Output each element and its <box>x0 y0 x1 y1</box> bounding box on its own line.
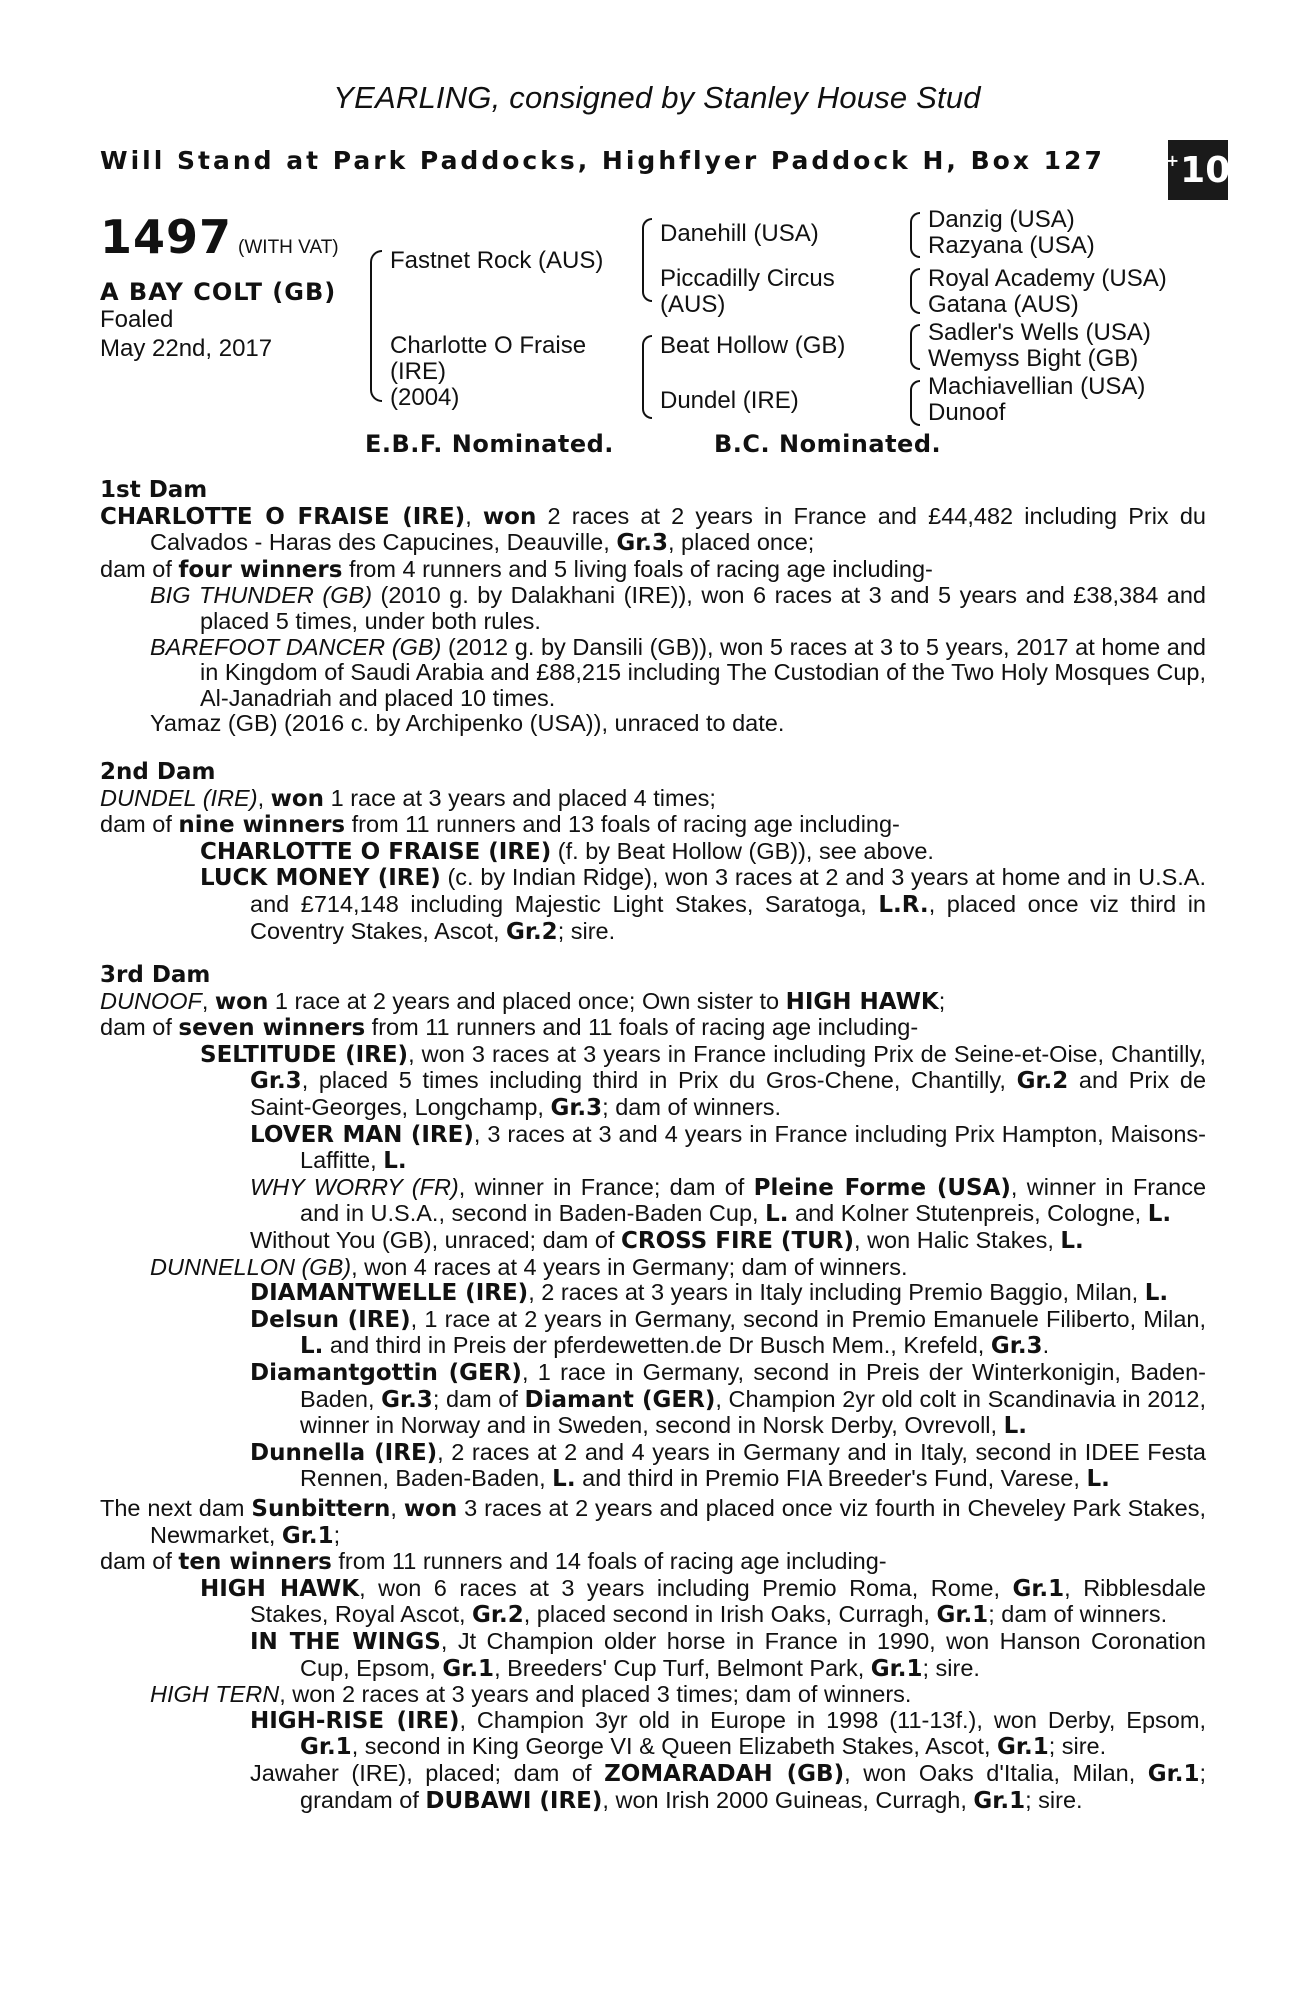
pedigree-brace-7 <box>910 380 920 426</box>
second-dam-heading: 2nd Dam <box>100 759 216 785</box>
text: , 1 race in Germany, second in Preis der Winterkonigin, Baden-Baden, <box>300 1358 1206 1412</box>
offspring-name: CROSS FIRE (TUR) <box>620 1227 855 1254</box>
dam-name-line3: (2004) <box>390 384 460 411</box>
grand-offspring-entry <box>100 1761 1206 1814</box>
text: dam of <box>100 811 179 838</box>
text: ; <box>333 1521 341 1548</box>
text: ; sire. <box>922 1654 980 1681</box>
text: and third in Preis der pferdewetten.de Dr Busch Mem., Krefeld, <box>323 1332 991 1359</box>
next-dam-section <box>100 1496 1206 1814</box>
grade: Gr.1 <box>281 1522 334 1549</box>
badge-value: 10 <box>1180 149 1231 191</box>
text: , second in King George VI & Queen Elizabeth Stakes, Ascot, <box>351 1733 998 1760</box>
sister-name: HIGH HAWK <box>785 988 939 1015</box>
lot-number: 1497 <box>100 210 233 264</box>
grade: L.R. <box>878 891 929 918</box>
ggd-2: Gatana (AUS) <box>928 291 1079 318</box>
grade: Gr.1 <box>300 1734 352 1761</box>
offspring-entry <box>100 1576 1206 1629</box>
second-dam-section <box>100 760 1206 945</box>
grand-offspring-entry <box>100 1307 1206 1360</box>
lot-heading <box>100 210 339 264</box>
sire-dam-line1: Piccadilly Circus <box>660 265 835 292</box>
text: Jawaher (IRE), placed; dam of <box>250 1759 605 1786</box>
first-dam-record: CHARLOTTE O FRAISE (IRE), won 2 races at 2 years in France and £44,482 including Prix du Calvados - Haras des Capucines, Deauville, Gr.3, placed once; <box>100 502 1206 557</box>
grade: Gr.3 <box>381 1386 433 1413</box>
text: 2 races at 2 years in France and £44,482 including Prix du Calvados - Haras des Capucines, Deauville, <box>150 502 1206 556</box>
pedigree-brace-2 <box>642 218 652 302</box>
text: dam of <box>100 555 179 582</box>
text: , 1 race at 2 years in Germany, second in Premio Emanuele Filiberto, Milan, <box>410 1305 1206 1332</box>
offspring-name: DIAMANTWELLE (IRE) <box>250 1280 529 1307</box>
grand-offspring-entry <box>100 1440 1206 1493</box>
grand-offspring-entry <box>100 1228 1206 1255</box>
text: The next dam <box>100 1495 252 1521</box>
grade: L. <box>1144 1280 1169 1307</box>
text: , winner in France and in U.S.A., second in Baden-Baden Cup, <box>300 1173 1207 1227</box>
offspring-entry <box>100 635 1206 712</box>
text: , won 2 races at 3 years and placed 3 times; dam of winners. <box>279 1681 912 1708</box>
dam-sire: Beat Hollow (GB) <box>660 332 846 359</box>
sire-sire: Danehill (USA) <box>660 220 819 247</box>
grade: Gr.3 <box>990 1333 1043 1360</box>
dam-name-line1: Charlotte O Fraise <box>390 332 587 359</box>
ebf-nominated: E.B.F. Nominated. <box>365 430 614 458</box>
offspring-name: SELTITUDE (IRE) <box>200 1041 409 1068</box>
text: , Jt Champion older horse in France in 1990, won Hanson Coronation Cup, Epsom, <box>300 1627 1207 1681</box>
ggs-4: Machiavellian (USA) <box>928 373 1146 400</box>
dam-dam: Dundel (IRE) <box>660 387 799 414</box>
text: (c. by Indian Ridge), won 3 races at 2 and 3 years at home and in U.S.A. and £714,148 including Majestic Light Stakes, Saratoga, <box>250 864 1206 917</box>
second-dam-produce <box>100 812 1206 839</box>
won: won <box>403 1496 458 1522</box>
offspring-name: ZOMARADAH (GB) <box>604 1760 845 1787</box>
winners-count: ten winners <box>178 1549 332 1576</box>
offspring-entry <box>100 1255 1206 1281</box>
grand-offspring-entry <box>100 1708 1206 1761</box>
second-dam-record: DUNDEL (IRE), won 1 race at 3 years and placed 4 times; <box>100 784 716 812</box>
grade: Gr.3 <box>550 1094 603 1121</box>
sire-dam <box>660 266 835 318</box>
grand-offspring-entry <box>100 1360 1206 1440</box>
dam-name-line2: (IRE) <box>390 358 446 385</box>
winners-count: seven winners <box>178 1015 366 1042</box>
grade: Gr.1 <box>997 1734 1049 1761</box>
text: and Kolner Stutenpreis, Cologne, <box>788 1200 1148 1227</box>
grade: L. <box>1147 1201 1172 1228</box>
text: , won 4 races at 4 years in Germany; dam of winners. <box>351 1253 908 1280</box>
text: , winner in France; dam of <box>458 1173 754 1200</box>
offspring-name: BIG THUNDER (GB) <box>150 582 373 609</box>
text: Without You (GB), unraced; dam of <box>250 1226 621 1253</box>
text: from 4 runners and 5 living foals of racing age including- <box>342 555 933 582</box>
won: won <box>270 785 325 812</box>
text: ; dam of winners. <box>988 1601 1168 1628</box>
text: , placed once; <box>668 529 815 556</box>
offspring-name: CHARLOTTE O FRAISE (IRE) <box>200 838 552 865</box>
third-dam-produce <box>100 1015 1206 1042</box>
offspring-name: IN THE WINGS <box>250 1628 441 1655</box>
offspring-name: HIGH TERN <box>150 1681 280 1708</box>
text: ; dam of winners. <box>602 1093 782 1120</box>
text: ; sire. <box>1025 1786 1083 1813</box>
third-dam-record: DUNOOF, won 1 race at 2 years and placed once; Own sister to HIGH HAWK; <box>100 987 946 1015</box>
grade: Gr.3 <box>616 530 668 557</box>
offspring-name: WHY WORRY (FR) <box>250 1173 459 1200</box>
text: ; dam of <box>432 1385 525 1412</box>
sire-dam-line2: (AUS) <box>660 291 726 318</box>
text: ; grandam of <box>300 1759 1207 1813</box>
text: (2010 g. by Dalakhani (IRE)), won 6 races at 3 and 5 years and £38,384 and placed 5 times, under both rules. <box>200 582 1206 634</box>
next-dam-name: Sunbittern <box>251 1496 391 1522</box>
grand-offspring-entry <box>100 1175 1206 1228</box>
text: , won Irish 2000 Guineas, Curragh, <box>602 1786 974 1813</box>
offspring-name: DUBAWI (IRE) <box>425 1787 603 1814</box>
first-dam-produce <box>100 557 1206 584</box>
text: . <box>1042 1332 1050 1359</box>
offspring-name: LUCK MONEY (IRE) <box>200 865 441 892</box>
pedigree-brace-1 <box>370 250 382 402</box>
text: dam of <box>100 1548 179 1575</box>
grade: Gr.2 <box>506 918 558 945</box>
pedigree-brace-4 <box>910 212 920 258</box>
lot-badge <box>1165 140 1231 200</box>
first-dam-section <box>100 478 1206 737</box>
offspring-entry <box>100 865 1206 945</box>
text: , won Oaks d'Italia, Milan, <box>844 1759 1148 1786</box>
first-dam-heading: 1st Dam <box>100 477 208 503</box>
offspring-name: Diamantgottin (GER) <box>250 1359 522 1386</box>
sire: Fastnet Rock (AUS) <box>390 247 604 274</box>
grade: L. <box>1003 1413 1027 1440</box>
text: from 11 runners and 13 foals of racing age including- <box>345 811 900 838</box>
stand-location: Will Stand at Park Paddocks, Highflyer Paddock H, Box 127 <box>100 146 1105 175</box>
offspring-name: DUNNELLON (GB) <box>150 1253 352 1280</box>
pedigree-brace-3 <box>642 335 652 419</box>
grade: Gr.1 <box>973 1787 1026 1814</box>
ggd-3: Wemyss Bight (GB) <box>928 345 1139 372</box>
offspring-name: Pleine Forme (USA) <box>753 1174 1011 1201</box>
offspring-entry <box>100 583 1206 634</box>
winners-count: nine winners <box>178 812 346 839</box>
text: 1 race at 3 years and placed 4 times; <box>324 784 716 811</box>
grade: L. <box>383 1148 407 1175</box>
badge-plus: + <box>1165 150 1180 170</box>
text: from 11 runners and 14 foals of racing age including- <box>331 1548 887 1575</box>
grade: Gr.1 <box>1147 1760 1200 1787</box>
text: , Ribblesdale Stakes, Royal Ascot, <box>250 1574 1206 1628</box>
won: won <box>214 988 269 1015</box>
offspring-entry <box>100 1682 1206 1708</box>
text: , 2 races at 2 and 4 years in Germany and in Italy, second in IDEE Festa Rennen, Baden-Baden, <box>300 1438 1206 1492</box>
text: ; sire. <box>1048 1733 1107 1760</box>
ggs-3: Sadler's Wells (USA) <box>928 319 1151 346</box>
first-dam-name: CHARLOTTE O FRAISE (IRE) <box>100 503 466 530</box>
foaled-label: Foaled <box>100 306 174 333</box>
lot-name: A BAY COLT (GB) <box>100 278 337 306</box>
text: , won 6 races at 3 years including Premio Roma, Rome, <box>359 1574 1013 1601</box>
grand-offspring-entry <box>100 1629 1206 1682</box>
offspring-entry <box>100 1042 1206 1122</box>
offspring-entry <box>100 711 1206 737</box>
text: , 3 races at 3 and 4 years in France including Prix Hampton, Maisons-Laffitte, <box>300 1120 1206 1174</box>
pedigree-brace-5 <box>910 268 920 314</box>
offspring-name: Dunnella (IRE) <box>250 1439 438 1466</box>
offspring-name: HIGH-RISE (IRE) <box>250 1707 460 1734</box>
next-dam-produce <box>100 1549 1206 1576</box>
grand-offspring-entry <box>100 1280 1206 1307</box>
offspring-entry <box>100 839 1206 866</box>
grade: Gr.2 <box>472 1602 524 1629</box>
text: dam of <box>100 1014 179 1041</box>
text: , Champion 2yr old colt in Scandinavia in 2012, winner in Norway and in Sweden, second in Norsk Derby, Ovrevoll, <box>300 1385 1207 1439</box>
offspring-name: HIGH HAWK <box>200 1575 360 1602</box>
grand-offspring-entry <box>100 1122 1206 1175</box>
offspring-name: LOVER MAN (IRE) <box>250 1121 474 1148</box>
third-dam-heading: 3rd Dam <box>100 962 211 988</box>
text: , placed 5 times including third in Prix du Gros-Chene, Chantilly, <box>301 1067 1017 1094</box>
text: ; sire. <box>557 917 616 944</box>
winners-count: four winners <box>178 556 343 583</box>
grade: L. <box>1060 1227 1084 1254</box>
grade: Gr.2 <box>1016 1068 1069 1095</box>
text: ; <box>938 987 946 1014</box>
third-dam-name: DUNOOF <box>100 987 202 1014</box>
grade: L. <box>765 1201 789 1228</box>
second-dam-name: DUNDEL (IRE) <box>100 784 258 811</box>
text: , won 3 races at 3 years in France including Prix de Seine-et-Oise, Chantilly, <box>408 1040 1206 1067</box>
text: and Prix de Saint-Georges, Longchamp, <box>250 1067 1207 1120</box>
grade: Gr.1 <box>442 1655 495 1682</box>
foaled-date: May 22nd, 2017 <box>100 335 273 362</box>
bc-nominated: B.C. Nominated. <box>714 430 942 458</box>
text: 1 race at 2 years and placed once; Own sister to <box>268 987 786 1014</box>
text: , Breeders' Cup Turf, Belmont Park, <box>494 1654 871 1681</box>
offspring-name: Delsun (IRE) <box>250 1306 411 1333</box>
pedigree-brace-6 <box>910 324 920 370</box>
next-dam-record: The next dam Sunbittern, won 3 races at 2 years and placed once viz fourth in Cheveley Park Stakes, Newmarket, Gr.1; <box>100 1495 1206 1549</box>
grade: L. <box>552 1466 576 1493</box>
lot-foaled <box>100 305 272 363</box>
grade: L. <box>1086 1466 1110 1493</box>
ggd-1: Razyana (USA) <box>928 232 1095 259</box>
consignment-title: YEARLING, consigned by Stanley House Stud <box>333 80 981 115</box>
text: Yamaz (GB) (2016 c. by Archipenko (USA)), unraced to date. <box>150 710 785 737</box>
lot-vat: (WITH VAT) <box>238 237 339 258</box>
text: (f. by Beat Hollow (GB)), see above. <box>551 837 934 864</box>
text: , won Halic Stakes, <box>854 1226 1061 1253</box>
text: , Champion 3yr old in Europe in 1998 (11-13f.), won Derby, Epsom, <box>459 1706 1206 1733</box>
ggd-4: Dunoof <box>928 399 1006 426</box>
text: , placed second in Irish Oaks, Curragh, <box>523 1601 937 1628</box>
ggs-2: Royal Academy (USA) <box>928 265 1167 292</box>
offspring-name: BAREFOOT DANCER (GB) <box>150 633 442 660</box>
offspring-name: Diamant (GER) <box>524 1386 716 1413</box>
dam-name <box>390 333 586 411</box>
text: (2012 g. by Dansili (GB)), won 5 races at 3 to 5 years, 2017 at home and in Kingdom of Saudi Arabia and £88,215 including The Custodian of the Two Holy Mosques Cup, Al-Janadriah and placed 10 times. <box>200 633 1206 711</box>
grade: Gr.1 <box>936 1602 989 1629</box>
text: , 2 races at 3 years in Italy including Premio Baggio, Milan, <box>528 1279 1145 1306</box>
text: 3 races at 2 years and placed once viz fourth in Cheveley Park Stakes, Newmarket, <box>150 1495 1206 1548</box>
text: and third in Premio FIA Breeder's Fund, Varese, <box>575 1465 1087 1492</box>
grade: Gr.3 <box>250 1068 302 1095</box>
grade: L. <box>300 1333 324 1360</box>
ggs-1: Danzig (USA) <box>928 206 1075 233</box>
text: , placed once viz third in Coventry Stakes, Ascot, <box>250 890 1206 944</box>
won: won <box>482 503 537 530</box>
third-dam-section <box>100 963 1206 1493</box>
text: from 11 runners and 11 foals of racing age including- <box>365 1014 919 1041</box>
grade: Gr.1 <box>1012 1575 1065 1602</box>
grade: Gr.1 <box>870 1655 923 1682</box>
